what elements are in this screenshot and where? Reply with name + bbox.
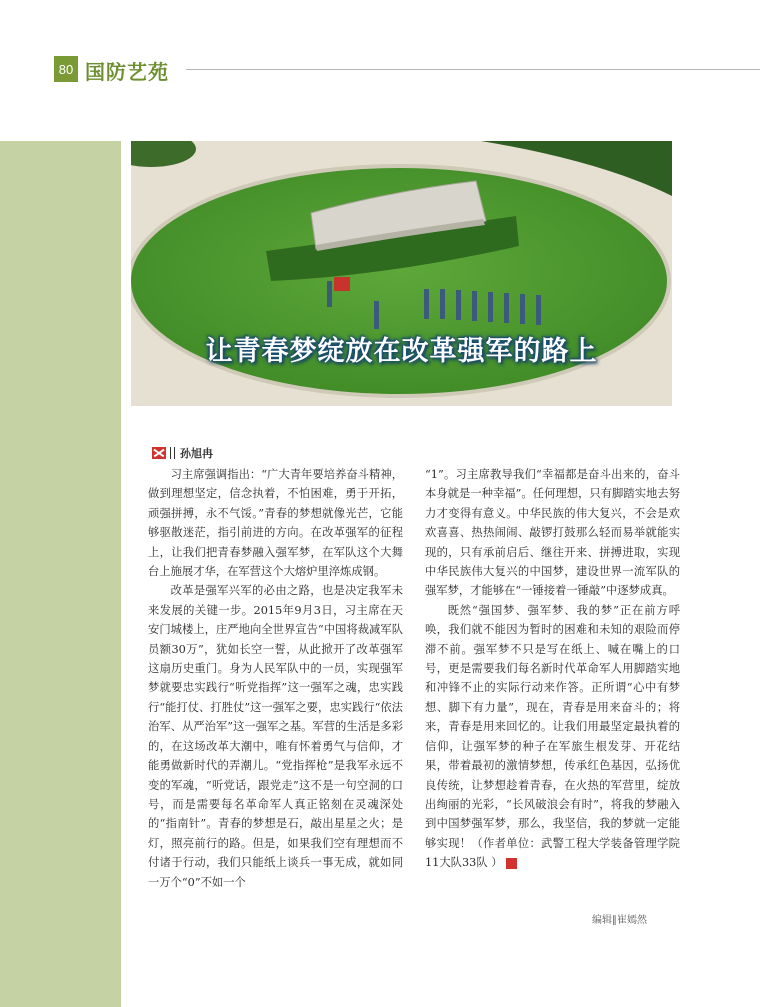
end-mark-icon: G [506,858,517,869]
paragraph: 改革是强军兴军的必由之路，也是决定我军未来发展的关键一步。2015年9月3日，习主席在天安门城楼上，庄严地向全世界宣告“中国将裁减军队员额30万”，犹如长空一誓，从此掀开了改革强军这扇历史重门。身为人民军队中的一员，实现强军梦就要忠实践行“听党指挥”这一强军之魂，忠实践行“能打仗、打胜仗”这一强军之要，忠实践行“依法治军、从严治军”这一强军之基。军营的生活是多彩的，在这场改革大潮中，唯有怀着勇气与信仰，才能勇做新时代的弄潮儿。“党指挥枪”是我军永远不变的军魂，“听党话，跟党走”这不是一句空洞的口号，而是需要每名革命军人真正铭刻在灵魂深处的“指南针”。青春的梦想是石，敲出星星之火；是灯，照亮前行的路。但是，如果我们空有理想而不付诸于行动，我们只能纸上谈兵一事无成，就如同一万个“0”不如一个 [148,584,403,889]
byline-mark-icon [152,447,166,459]
article-column-left [148,465,403,892]
paragraph [425,601,680,873]
editor-credit: 编辑∥崔嫣然 [592,915,647,926]
paragraph: “1”。习主席教导我们“幸福都是奋斗出来的，奋斗本身就是一种幸福”。任何理想，只有脚踏实地去努力才变得有意义。中华民族的伟大复兴，不会是欢欢喜喜、热热闹闹、敲锣打鼓那么轻而易举就能实现的，只有承前启后、继往开来、拼搏进取，实现中华民族伟大复兴的中国梦，建设世界一流军队的强军梦，才能够在“一锤接着一锤敲”中逐梦成真。 [425,468,680,598]
byline [152,446,213,460]
section-title: 国防艺苑 [85,60,169,84]
paragraph: 习主席强调指出：“广大青年要培养奋斗精神，做到理想坚定，信念执着，不怕困难，勇于开拓，顽强拼搏，永不气馁。”青春的梦想就像光芒，它能够驱散迷茫，指引前进的方向。在改革强军的征程上，让我们把青春梦融入强军梦，在军队这个大舞台上施展才华，在军营这个大熔炉里淬炼成钢。 [148,468,403,579]
double-bar-icon [170,447,175,459]
hero-image [131,141,672,406]
page-number: 80 [54,56,78,82]
paragraph-text: 既然“强国梦、强军梦、我的梦”正在前方呼唤，我们就不能因为暂时的困难和未知的艰险而停滞不前。强军梦不只是写在纸上、喊在嘴上的口号，更是需要我们每名新时代革命军人用脚踏实地和冲锋不止的实际行动来作答。正所谓“心中有梦想、脚下有力量”，现在，青春是用来奋斗的；将来，青春是用来回忆的。让我们用最坚定最执着的信仰，让强军梦的种子在军旅生根发芽、开花结果，带着最初的激情梦想，传承红色基因，弘扬优良传统，让梦想趁着青春，在火热的军营里，绽放出绚丽的光彩，“长风破浪会有时”，将我的梦融入到中国梦强军梦，那么，我坚信，我的梦就一定能够实现！ [425,603,680,850]
article-title: 让青春梦绽放在改革强军的路上 [205,336,598,367]
header-divider [186,69,760,70]
author-name: 孙旭冉 [180,447,213,460]
article-column-right [425,465,680,873]
side-color-band [0,141,121,1007]
author-unit: （作者单位：武警工程大学装备管理学院11大队33队 ） [425,836,680,870]
